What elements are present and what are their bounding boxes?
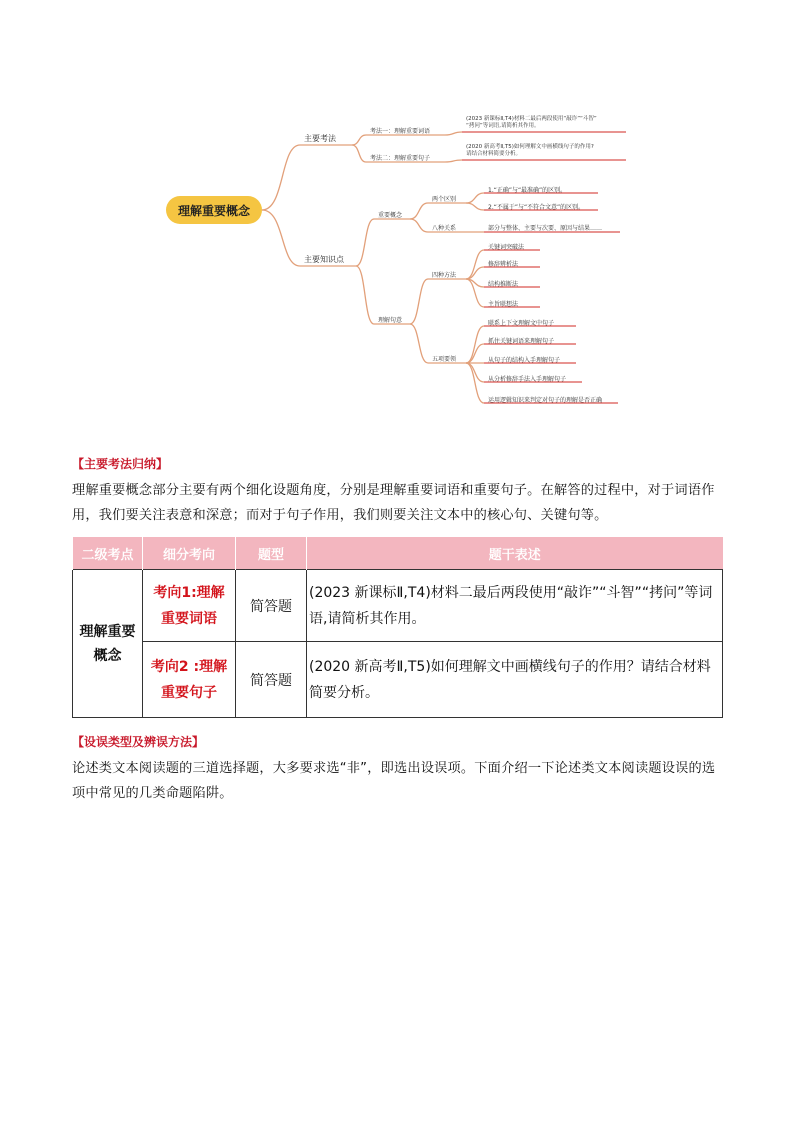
concept-label: 重要概念 [378, 212, 403, 219]
connector-exam [262, 145, 300, 210]
exam-item-1-label: 考法一：理解重要词语 [370, 128, 431, 135]
two-diff-item-2: 2.“不属于”与“不符合文意”的区别。 [488, 204, 585, 211]
mind-map [0, 0, 794, 420]
direction-cell: 考向2 :理解重要句子 [143, 642, 236, 718]
five-point-3: 从句子的结构入手理解句子 [488, 357, 561, 364]
four-method-4: 主旨联想法 [488, 301, 519, 308]
header-question-stem: 题干表述 [307, 537, 723, 570]
desc-cell: (2023 新课标Ⅱ,T4)材料二最后两段使用“敲诈”“斗智”“拷问”等词语,请简析其作用。 [307, 570, 723, 642]
table-header-row [73, 537, 723, 570]
five-points-label: 五项要领 [432, 356, 457, 363]
category-cell: 理解重要概念 [73, 570, 143, 718]
eight-desc: 部分与整体、主要与次要、原因与结果…… [488, 225, 603, 232]
section-title-error-types: 【设误类型及辨误方法】 [72, 735, 205, 749]
five-point-5: 运用逻辑知识来判定对句子的理解是否正确 [488, 397, 603, 404]
four-methods-label: 四种方法 [432, 272, 457, 279]
topic-table [72, 537, 723, 718]
section-title-exam-summary: 【主要考法归纳】 [72, 457, 169, 471]
header-sub-direction: 细分考向 [143, 537, 236, 570]
header-level2-point: 二级考点 [73, 537, 143, 570]
connector-knowledge [262, 210, 300, 266]
direction-cell: 考向1:理解重要词语 [143, 570, 236, 642]
desc-cell: (2020 新高考Ⅱ,T5)如何理解文中画横线句子的作用？请结合材料简要分析。 [307, 642, 723, 718]
exam-item-2-desc: (2020 新高考Ⅱ,T5)如何理解文中画横线句子的作用? 请结合材料简要分析。 [466, 144, 594, 157]
exam-item-2-label: 考法二：理解重要句子 [370, 155, 431, 162]
branch-knowledge-label: 主要知识点 [304, 255, 344, 264]
eight-label: 八种关系 [432, 225, 457, 232]
table-row [73, 642, 723, 718]
sentence-label: 理解句意 [378, 317, 403, 324]
five-point-2: 抓住关键词语来理解句子 [488, 338, 555, 345]
type-cell: 简答题 [236, 570, 307, 642]
branch-exam-label: 主要考法 [304, 134, 336, 143]
four-method-2: 修辞辨析法 [488, 261, 519, 268]
header-question-type: 题型 [236, 537, 307, 570]
two-diff-label: 两个区别 [432, 196, 457, 203]
five-point-4: 从分析修辞手法入手理解句子 [488, 376, 567, 383]
four-method-3: 结构推断法 [488, 281, 519, 288]
four-method-1: 关键词突破法 [488, 244, 525, 251]
five-point-1: 联系上下文理解文中句子 [488, 320, 555, 327]
section-para-error-types: 论述类文本阅读题的三道选择题，大多要求选“非”，即选出设误项。下面介绍一下论述类文本阅读题设误的选项中常见的几类命题陷阱。 [72, 761, 716, 801]
exam-item-1-desc: (2023 新课标Ⅱ,T4)材料二最后两段使用“敲诈”“斗智” “拷问”等词语,请简析其作用。 [466, 116, 597, 129]
table-row [73, 570, 723, 642]
section-para-exam-summary: 理解重要概念部分主要有两个细化设题角度，分别是理解重要词语和重要句子。在解答的过程中，对于词语作用，我们要关注表意和深意；而对于句子作用，我们则要关注文本中的核心句、关键句等。 [72, 483, 715, 523]
mind-map-root: 理解重要概念 [166, 196, 262, 224]
type-cell: 简答题 [236, 642, 307, 718]
two-diff-item-1: 1.“正确”与“最准确”的区别。 [488, 187, 567, 194]
